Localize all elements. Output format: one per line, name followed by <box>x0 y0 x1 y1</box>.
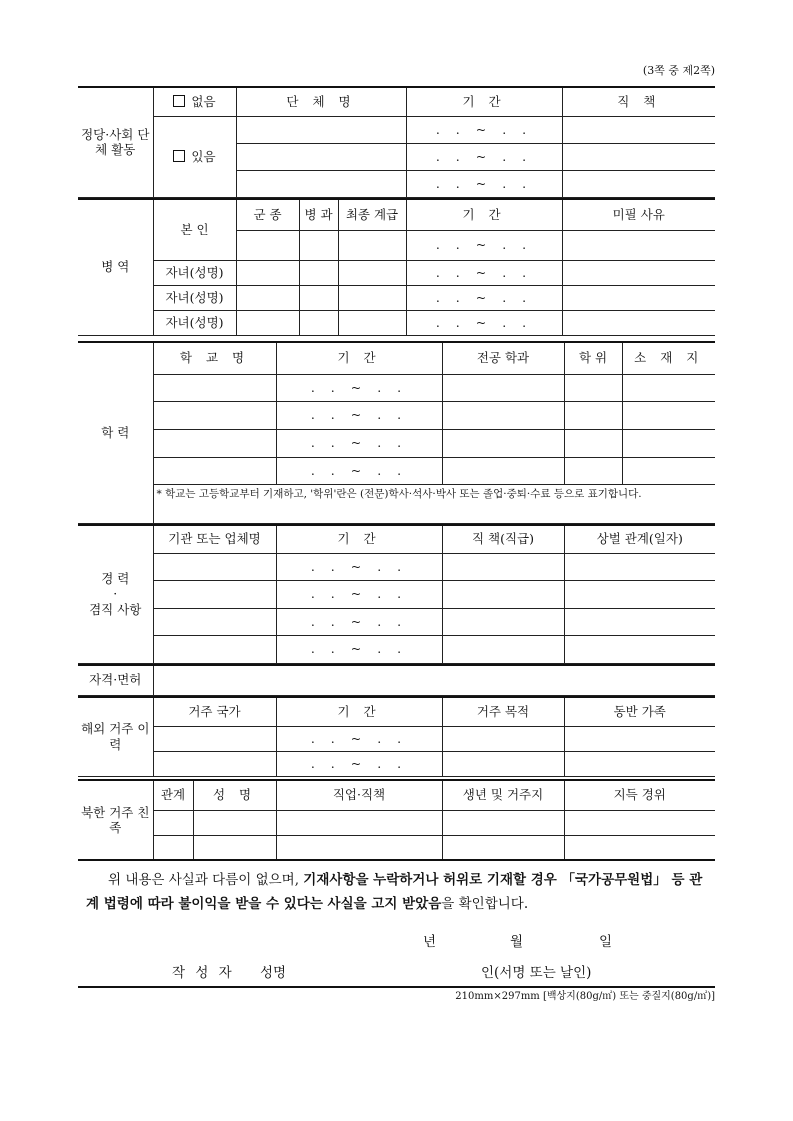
birth-residence-cell[interactable] <box>442 835 564 860</box>
degree-cell[interactable] <box>564 457 622 484</box>
overseas-label: 해외 거주 이력 <box>78 697 153 776</box>
org-name-header: 단 체 명 <box>236 87 406 116</box>
period-cell[interactable]: . . ~ . . <box>276 401 442 429</box>
month-label: 월 <box>510 934 524 950</box>
job-cell[interactable] <box>276 810 442 835</box>
branch-cell[interactable] <box>236 310 299 335</box>
major-cell[interactable] <box>442 429 564 457</box>
degree-cell[interactable] <box>564 401 622 429</box>
period-header: 기 간 <box>276 525 442 553</box>
org-header: 기관 또는 업체명 <box>153 525 276 553</box>
rank-cell[interactable] <box>338 260 406 285</box>
country-cell[interactable] <box>153 726 276 751</box>
org-cell[interactable] <box>153 635 276 663</box>
degree-cell[interactable] <box>564 429 622 457</box>
acquired-cell[interactable] <box>564 810 715 835</box>
branch-cell[interactable] <box>236 230 299 260</box>
rank-header: 최종 계급 <box>338 199 406 230</box>
period-header: 기 간 <box>276 697 442 726</box>
period-cell[interactable]: . . ~ . . <box>406 116 562 143</box>
rank-cell[interactable] <box>338 230 406 260</box>
relation-header: 관계 <box>153 780 193 810</box>
name-cell[interactable] <box>193 810 276 835</box>
checkbox-icon[interactable] <box>173 150 185 162</box>
license-table <box>78 664 715 696</box>
career-label: 경 력 · 겸직 사항 <box>78 525 153 663</box>
award-header: 상벌 관계(일자) <box>564 525 715 553</box>
education-label: 학 력 <box>78 342 153 523</box>
acquired-cell[interactable] <box>564 835 715 860</box>
nk-family-label: 북한 거주 친족 <box>78 780 153 860</box>
period-cell[interactable]: . . ~ . . <box>276 553 442 580</box>
location-cell[interactable] <box>622 429 715 457</box>
position-cell[interactable] <box>442 608 564 635</box>
job-cell[interactable] <box>276 835 442 860</box>
position-cell[interactable] <box>442 635 564 663</box>
country-cell[interactable] <box>153 751 276 776</box>
family-cell[interactable] <box>564 751 715 776</box>
birth-residence-header: 생년 및 거주지 <box>442 780 564 810</box>
period-cell[interactable]: . . ~ . . <box>276 457 442 484</box>
child-label: 자녀(성명) <box>153 260 236 285</box>
acquired-header: 지득 경위 <box>564 780 715 810</box>
specialty-cell[interactable] <box>299 260 338 285</box>
major-header: 전공 학과 <box>442 342 564 374</box>
period-cell[interactable]: . . ~ . . <box>406 143 562 170</box>
period-cell[interactable]: . . ~ . . <box>406 170 562 197</box>
period-cell[interactable]: . . ~ . . <box>276 635 442 663</box>
party-yes-option[interactable]: 있음 <box>153 116 236 197</box>
checkbox-icon[interactable] <box>173 95 185 107</box>
exemption-cell[interactable] <box>562 310 715 335</box>
year-label: 년 <box>423 934 437 950</box>
period-cell[interactable]: . . ~ . . <box>276 580 442 608</box>
major-cell[interactable] <box>442 401 564 429</box>
org-name-cell[interactable] <box>236 143 406 170</box>
exemption-cell[interactable] <box>562 260 715 285</box>
purpose-cell[interactable] <box>442 751 564 776</box>
org-cell[interactable] <box>153 553 276 580</box>
overseas-table <box>78 696 715 777</box>
position-cell[interactable] <box>562 170 715 197</box>
branch-header: 군 종 <box>236 199 299 230</box>
org-name-cell[interactable] <box>236 170 406 197</box>
period-cell[interactable]: . . ~ . . <box>276 374 442 401</box>
party-none-option[interactable]: 없음 <box>153 87 236 116</box>
job-header: 직업·직책 <box>276 780 442 810</box>
location-cell[interactable] <box>622 401 715 429</box>
position-header: 직 책(직급) <box>442 525 564 553</box>
position-cell[interactable] <box>442 580 564 608</box>
period-header: 기 간 <box>276 342 442 374</box>
license-label: 자격·면허 <box>78 665 153 695</box>
degree-header: 학 위 <box>564 342 622 374</box>
rank-cell[interactable] <box>338 310 406 335</box>
paper-spec-footer: 210mm×297mm [백상지(80g/㎡) 또는 중질지(80g/㎡)] <box>455 991 715 1002</box>
org-name-cell[interactable] <box>236 116 406 143</box>
rank-cell[interactable] <box>338 285 406 310</box>
location-cell[interactable] <box>622 457 715 484</box>
name-cell[interactable] <box>193 835 276 860</box>
period-cell[interactable]: . . ~ . . <box>406 310 562 335</box>
org-cell[interactable] <box>153 580 276 608</box>
name-header: 성 명 <box>193 780 276 810</box>
purpose-cell[interactable] <box>442 726 564 751</box>
exemption-cell[interactable] <box>562 230 715 260</box>
child-label: 자녀(성명) <box>153 310 236 335</box>
branch-cell[interactable] <box>236 260 299 285</box>
position-cell[interactable] <box>562 143 715 170</box>
major-cell[interactable] <box>442 374 564 401</box>
school-header: 학 교 명 <box>153 342 276 374</box>
location-cell[interactable] <box>622 374 715 401</box>
child-label: 자녀(성명) <box>153 285 236 310</box>
period-header: 기 간 <box>406 87 562 116</box>
country-header: 거주 국가 <box>153 697 276 726</box>
relation-cell[interactable] <box>153 835 193 860</box>
party-label: 정당·사회 단체 활동 <box>78 87 153 197</box>
military-table <box>78 198 715 336</box>
military-label: 병 역 <box>78 199 153 335</box>
school-cell[interactable] <box>153 401 276 429</box>
writer-label: 작 성 자 <box>172 965 235 981</box>
award-cell[interactable] <box>564 635 715 663</box>
award-cell[interactable] <box>564 580 715 608</box>
org-cell[interactable] <box>153 608 276 635</box>
purpose-header: 거주 목적 <box>442 697 564 726</box>
award-cell[interactable] <box>564 553 715 580</box>
specialty-cell[interactable] <box>299 285 338 310</box>
period-cell[interactable]: . . ~ . . <box>276 751 442 776</box>
self-label: 본 인 <box>153 199 236 260</box>
relation-cell[interactable] <box>153 810 193 835</box>
nk-family-table <box>78 779 715 861</box>
period-cell[interactable]: . . ~ . . <box>406 285 562 310</box>
education-table <box>78 341 715 524</box>
page-number: (3쪽 중 제2쪽) <box>642 64 715 77</box>
period-cell[interactable]: . . ~ . . <box>406 260 562 285</box>
location-header: 소 재 지 <box>622 342 715 374</box>
exemption-header: 미필 사유 <box>562 199 715 230</box>
name-label: 성명 <box>260 965 287 981</box>
specialty-cell[interactable] <box>299 310 338 335</box>
specialty-header: 병 과 <box>299 199 338 230</box>
period-cell[interactable]: . . ~ . . <box>276 726 442 751</box>
position-cell[interactable] <box>562 116 715 143</box>
school-cell[interactable] <box>153 429 276 457</box>
family-cell[interactable] <box>564 726 715 751</box>
party-activity-table <box>78 86 715 198</box>
declaration-box <box>78 859 715 988</box>
school-cell[interactable] <box>153 374 276 401</box>
signature-label[interactable]: 인(서명 또는 날인) <box>481 965 592 981</box>
specialty-cell[interactable] <box>299 230 338 260</box>
license-cell[interactable] <box>153 665 715 695</box>
period-cell[interactable]: . . ~ . . <box>406 230 562 260</box>
education-note: * 학교는 고등학교부터 기재하고, '학위'란은 (전문)학사·석사·박사 또는 졸업·중퇴·수료 등으로 표기합니다. <box>153 484 715 523</box>
family-header: 동반 가족 <box>564 697 715 726</box>
period-cell[interactable]: . . ~ . . <box>276 429 442 457</box>
branch-cell[interactable] <box>236 285 299 310</box>
day-label: 일 <box>599 934 613 950</box>
exemption-cell[interactable] <box>562 285 715 310</box>
school-cell[interactable] <box>153 457 276 484</box>
birth-residence-cell[interactable] <box>442 810 564 835</box>
career-table <box>78 524 715 664</box>
award-cell[interactable] <box>564 608 715 635</box>
position-cell[interactable] <box>442 553 564 580</box>
position-header: 직 책 <box>562 87 715 116</box>
major-cell[interactable] <box>442 457 564 484</box>
declaration-text: 위 내용은 사실과 다름이 없으며, 기재사항을 누락하거나 허위로 기재할 경우 「국가공무원법」 등 관계 법령에 따라 불이익을 받을 수 있다는 사실을 고지 받았음을 확인합니다. <box>86 872 703 912</box>
degree-cell[interactable] <box>564 374 622 401</box>
period-header: 기 간 <box>406 199 562 230</box>
period-cell[interactable]: . . ~ . . <box>276 608 442 635</box>
